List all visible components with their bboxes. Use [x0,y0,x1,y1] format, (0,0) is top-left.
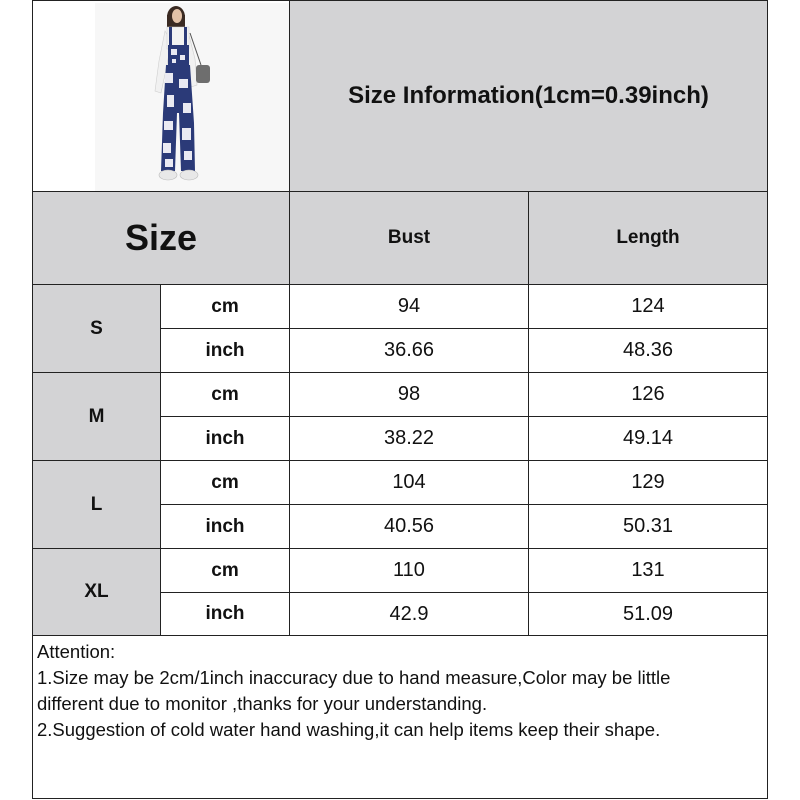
size-column-header [32,191,290,285]
note-line: 1.Size may be 2cm/1inch inaccuracy due to hand measure,Color may be little [37,667,671,688]
table-cell-value: 129 [631,471,665,493]
unit-label: inch [205,603,245,624]
note-line: different due to monitor ,thanks for your understanding. [37,693,488,714]
unit-inch-cell [160,592,290,636]
unit-cm-cell [160,372,290,417]
unit-cm-cell [160,548,290,593]
table-cell-value: 38.22 [383,427,435,449]
unit-label: cm [211,295,239,317]
product-photo [95,3,291,191]
size-label: L [90,493,103,515]
note-line: 2.Suggestion of cold water hand washing,it can help items keep their shape. [37,719,661,740]
table-cell-value: 110 [393,559,425,581]
length-cm-cell [528,460,768,505]
unit-inch-cell [160,416,290,461]
length-cm-cell [528,284,768,329]
unit-cm-cell [160,284,290,329]
table-cell-value: 42.9 [389,602,429,625]
attention-notes [32,635,768,799]
size-header-label: Size [124,217,198,258]
size-m-cell [32,372,161,461]
size-label: M [88,405,105,427]
bust-inch-cell [289,504,529,549]
bust-cm-cell [289,284,529,329]
length-cm-cell [528,548,768,593]
unit-inch-cell [160,328,290,373]
table-cell-value: 48.36 [622,339,674,361]
size-xl-cell [32,548,161,636]
size-information-header [289,0,768,192]
size-s-cell [32,284,161,373]
bust-cm-cell [289,460,529,505]
table-cell-value: 94 [397,295,421,317]
table-cell-value: 36.66 [383,339,435,361]
unit-cm-cell [160,460,290,505]
size-label: S [90,317,103,339]
length-column-header [528,191,768,285]
unit-inch-cell [160,504,290,549]
unit-label: inch [205,427,245,449]
table-cell-value: 131 [631,559,665,581]
table-cell-value: 124 [631,295,665,317]
length-inch-cell [528,416,768,461]
table-cell-value: 40.56 [383,515,435,537]
length-cm-cell [528,372,768,417]
table-cell-value: 51.09 [622,602,674,625]
size-l-cell [32,460,161,549]
length-inch-cell [528,592,768,636]
product-photo-cell [32,0,290,192]
bust-column-header [289,191,529,285]
bust-inch-cell [289,592,529,636]
unit-label: cm [211,471,239,493]
bust-inch-cell [289,328,529,373]
attention-heading: Attention: [37,641,116,662]
table-cell-value: 50.31 [622,515,674,537]
length-inch-cell [528,328,768,373]
table-cell-value: 49.14 [622,427,674,449]
table-cell-value: 126 [631,383,665,405]
bust-inch-cell [289,416,529,461]
length-header-label: Length [616,227,680,248]
table-cell-value: 104 [392,471,426,493]
bust-header-label: Bust [387,227,431,248]
length-inch-cell [528,504,768,549]
size-information-title: Size Information(1cm=0.39inch) [348,82,709,109]
bust-cm-cell [289,548,529,593]
unit-label: inch [205,515,245,537]
table-cell-value: 98 [397,383,421,405]
unit-label: inch [205,339,245,361]
bust-cm-cell [289,372,529,417]
unit-label: cm [211,559,239,581]
unit-label: cm [211,383,239,405]
size-label: XL [84,581,109,602]
